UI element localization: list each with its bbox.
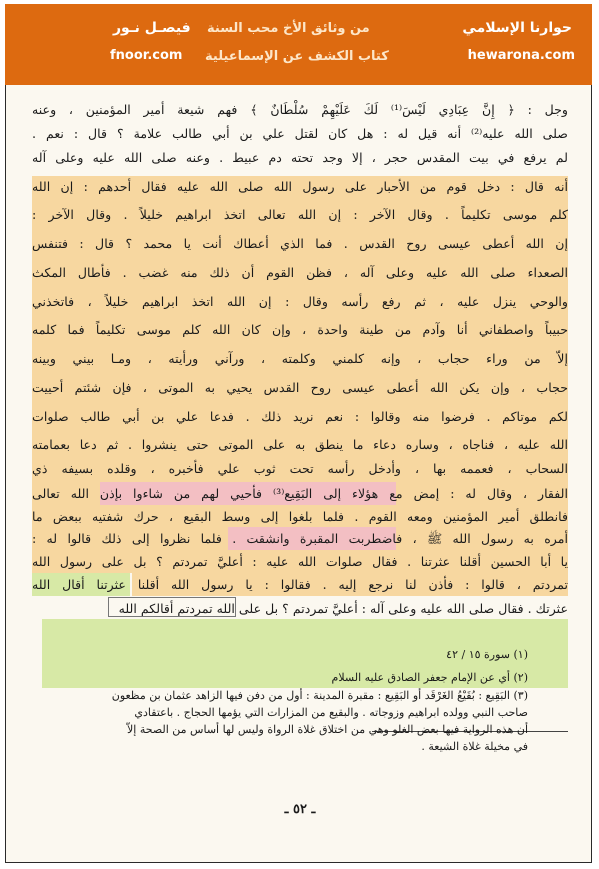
footnote-3-cont: صاحب النبي وولده ابراهيم وزوجاته . والبقيع من المزارات التي يؤمها الحجاج . باعتقادي xyxy=(134,706,528,719)
author-name-arabic: فيصـل نـور xyxy=(113,20,191,36)
document-series-title: من وثائق الأخ محب السنة xyxy=(207,21,370,36)
body-line: أمره به رسول الله ﷺ ، فاضطربت المقبرة وانشقت . فلما نظروا إلى ذلك قالوا له : xyxy=(32,531,568,546)
body-line: الله عليه ، فناجاه ، وساره دعاء ما ينطق به على الموتى حتى ينشروا . ثم دعا بعمامته xyxy=(32,437,568,452)
body-line: صلى الله عليه⁽²⁾ أنه قيل له : هل كان لقتل علي بن أبي طالب علامة ؟ قال : نعم . xyxy=(32,126,568,141)
body-line: فانطلق أمير المؤمنين ومعه القوم . فلما بلغوا إلى وسط البقيع ، حرك شفتيه ببعض ما xyxy=(32,509,568,524)
body-line: حبيباً واصطفاني أنا وآدم من طينة واحدة ، وإن كان الله كلم موسى تكليماً فما كلمه xyxy=(32,322,568,337)
page-number: ـ ٥٢ ـ xyxy=(284,802,316,817)
footnote-3: (٣) البَقِيع : بُقَيْعُ الغَرْقَد أو البَقِيع : مقبرة المدينة : أول من دفن فيها الزاهد عثمان بن مظعون xyxy=(111,689,528,702)
body-line: الفقار ، وقال له : إمض مع هؤلاء إلى البَقِيع⁽³⁾ فأحيي لهم من شاءوا بإذن الله تعالى xyxy=(32,486,568,501)
body-line: إن الله أعطى عيسى روح القدس . فما الذي أعطاك أنت يا محمد ؟ قال : فتنفس xyxy=(32,236,568,251)
author-site-url: fnoor.com xyxy=(110,48,183,63)
book-title: كتاب الكشف عن الإسماعيلية xyxy=(205,49,389,64)
body-line: أنه قال : دخل قوم من الأحبار على رسول الله صلى الله عليه فقال أحدهم : إن الله xyxy=(32,179,568,194)
body-line: والوحي ينزل عليه ، ثم رفع رأسه وقال : إن الله اتخذ ابراهيم خليلاً ، فاتخذني xyxy=(32,294,568,309)
body-line: لكم موتاكم . فرضوا منه وقالوا : نعم نريد ذلك . فدعا علي بن أبي طالب صلوات xyxy=(32,409,568,424)
footnote-2: (٢) أي عن الإمام جعفر الصادق عليه السلام xyxy=(331,671,528,684)
body-line: الصعداء صلى الله عليه وعلى آله ، فظن القوم أن ذلك منه غضب . فأطال المكث xyxy=(32,265,568,280)
body-line: السحاب ، فعممه بها ، وأدخل رأسه تحت ثوب علي فأخبره ، وقلده بسيفه ذي xyxy=(32,461,568,476)
site-name-arabic: حوارنا الإسلامي xyxy=(462,20,572,36)
body-line: كلم موسى تكليماً . وقال الآخر : إن الله تعالى اتخذ ابراهيم خليلاً . وقال الآخر : xyxy=(32,207,568,222)
body-line: حجاب ، وإن يكن الله أعطى عيسى روح القدس يحيي به الموتى ، فإن شئتم أحييت xyxy=(32,380,568,395)
body-line: وجل : ﴿ إِنَّ عِبَادِي لَيْسَ⁽¹⁾ لَكَ عَلَيْهِمْ سُلْطَانٌ ﴾ فهم شيعة أمير المؤمنين ، وعنه xyxy=(32,102,568,117)
body-line: تمردتم ، قالوا : فأذن لنا نرجع إليه . فقالوا : يا رسول الله أقلنا عثرتنا أقال الله xyxy=(32,577,568,592)
book-page xyxy=(32,95,568,820)
footnote-1: (١) سورة ١٥ / ٤٢ xyxy=(446,648,528,661)
body-line: يا أبا الحسين أقلنا عثرتنا . فقال صلوات الله عليه : أعليَّ تمردتم ؟ بل على رسول الله xyxy=(32,554,568,569)
site-url: hewarona.com xyxy=(467,48,575,63)
footnote-3-end: في مخيلة غلاة الشيعة . xyxy=(421,740,528,753)
header-banner xyxy=(5,4,592,85)
boxed-phrase-outline xyxy=(108,597,236,617)
footnote-3-cont: أن هذه الرواية فيها بعض الغلو وهي من اختلاق غلاة الرواة وليس لها أساس من الصحة إلاّ xyxy=(127,723,528,736)
body-line: لم يرفع في بيت المقدس حجر ، إلا وجد تحته دم عبيط . وعنه صلى الله عليه وعلى آله xyxy=(32,150,568,165)
body-line: عثرتك . فقال صلى الله عليه وعلى آله : أعليَّ تمردتم ؟ بل على الله تمردتم أقالكم الله xyxy=(118,601,568,616)
body-line: إلاّ من وراء حجاب ، وإنه كلمني وكلمته ، ورآني ورأيته ، ومـا بيني وبينه xyxy=(32,351,568,366)
